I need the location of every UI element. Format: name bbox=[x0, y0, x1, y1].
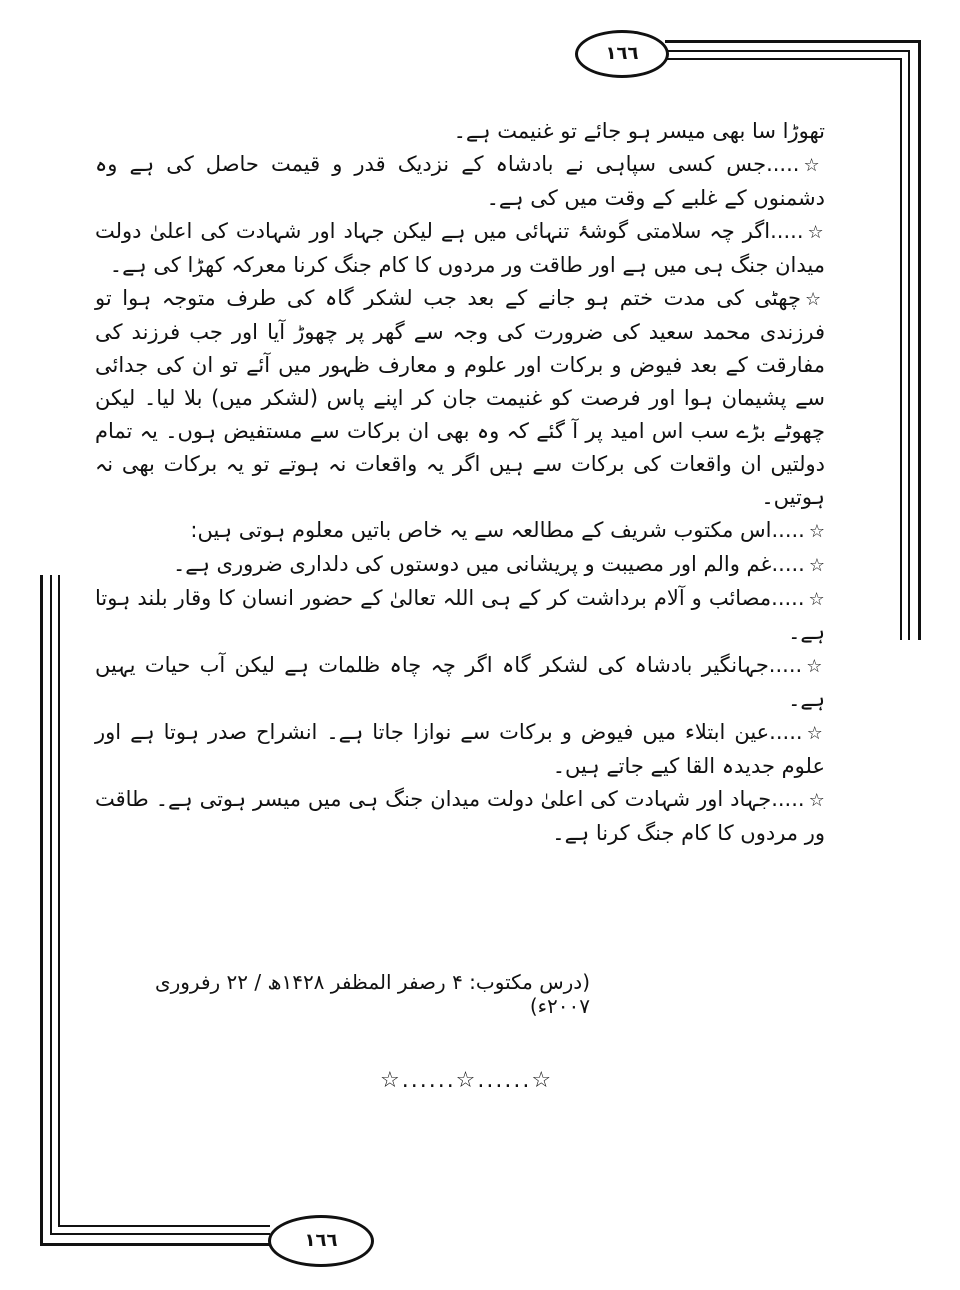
paragraph-text: چھٹی کی مدت ختم ہو جانے کے بعد جب لشکر گاہ کی طرف متوجہ ہوا تو فرزندی محمد سعید کی ضرورت کی وجہ سے گھر پر چھوڑ آیا اور جب فرزند کی مفارقت کے بعد فیوض و برکات اور علوم و معارف ظہور میں آئے تو ان کی جدائی سے پشیمان ہوا اور فرصت کو غنیمت جان کر اپنے پاس (لشکر میں) بلا لیا۔ لیکن چھوٹے بڑے سب اس امید پر آ گئے کہ وہ بھی ان برکات سے مستفیض ہوں۔ یہ تمام دولتیں ان واقعات کی برکات سے ہیں اگر یہ واقعات نہ ہوتے تو یہ برکات بھی نہ ہوتیں۔ bbox=[95, 286, 825, 509]
bottom-page-number: ١٦٦ bbox=[304, 1230, 338, 1251]
star-icon: ☆ bbox=[806, 723, 825, 744]
paragraph-text: .....اس مکتوب شریف کے مطالعہ سے یہ خاص باتیں معلوم ہوتی ہیں: bbox=[190, 518, 805, 542]
paragraph-text: .....مصائب و آلام برداشت کر کے ہی اللہ تعالیٰ کے حضور انسان کا وقار بلند ہوتا ہے۔ bbox=[95, 586, 825, 644]
body-text bbox=[95, 115, 825, 850]
paragraph bbox=[95, 115, 825, 148]
frame-right-line-3 bbox=[900, 58, 902, 640]
frame-left-line bbox=[40, 575, 43, 1245]
frame-top-line bbox=[665, 40, 920, 43]
paragraph-text: تھوڑا سا بھی میسر ہو جائے تو غنیمت ہے۔ bbox=[453, 119, 825, 143]
paragraph-text: .....جہاد اور شہادت کی اعلیٰ دولت میدان جنگ ہی میں میسر ہوتی ہے۔ طاقت ور مردوں کا کام جنگ کرنا ہے۔ bbox=[95, 787, 825, 845]
top-page-number-oval bbox=[575, 30, 669, 78]
paragraph bbox=[95, 548, 825, 582]
bottom-page-number-oval bbox=[268, 1215, 374, 1267]
star-icon: ☆ bbox=[806, 656, 825, 677]
star-icon: ☆ bbox=[808, 555, 825, 576]
frame-right-line-2 bbox=[908, 50, 910, 640]
star-icon: ☆ bbox=[803, 155, 825, 176]
star-icon: ☆ bbox=[808, 521, 825, 542]
star-icon: ☆ bbox=[807, 222, 826, 243]
frame-bottom-line bbox=[40, 1243, 270, 1246]
frame-left-line-2 bbox=[50, 575, 52, 1235]
frame-right-line bbox=[918, 40, 921, 640]
frame-top-line-3 bbox=[665, 58, 902, 60]
star-icon: ☆ bbox=[808, 790, 826, 811]
paragraph bbox=[95, 716, 825, 783]
paragraph bbox=[95, 649, 825, 716]
frame-bottom-line-3 bbox=[58, 1225, 270, 1227]
paragraph-text: .....جہانگیر بادشاہ کی لشکر گاہ اگر چہ چاہ ظلمات ہے لیکن آب حیات یہیں ہے۔ bbox=[95, 653, 825, 711]
star-icon: ☆ bbox=[804, 289, 825, 310]
paragraph bbox=[95, 282, 825, 514]
paragraph bbox=[95, 783, 825, 850]
paragraph bbox=[95, 582, 825, 649]
section-separator: ☆......☆......☆ bbox=[380, 1068, 554, 1093]
star-icon: ☆ bbox=[808, 589, 826, 610]
paragraph-text: .....عین ابتلاء میں فیوض و برکات سے نوازا جاتا ہے۔ انشراح صدر ہوتا ہے اور علوم جدیدہ القا کیے جاتے ہیں۔ bbox=[95, 720, 825, 778]
paragraph-text: .....جس کسی سپاہی نے بادشاہ کے نزدیک قدر و قیمت حاصل کی ہے وہ دشمنوں کے غلبے کے وقت میں کی ہے۔ bbox=[95, 152, 825, 210]
frame-left-line-3 bbox=[58, 575, 60, 1227]
paragraph bbox=[95, 148, 825, 215]
paragraph-text: .....اگر چہ سلامتی گوشۂ تنہائی میں ہے لیکن جہاد اور شہادت کی اعلیٰ دولت میدان جنگ ہی میں ہے اور طاقت ور مردوں کا کام جنگ کرنا معرکہ کھڑا کی ہے۔ bbox=[95, 219, 825, 277]
frame-bottom-line-2 bbox=[50, 1233, 270, 1235]
paragraph bbox=[95, 514, 825, 548]
frame-top-line-2 bbox=[665, 50, 910, 52]
paragraph-text: .....غم والم اور مصیبت و پریشانی میں دوستوں کی دلداری ضروری ہے۔ bbox=[172, 552, 805, 576]
top-page-number: ١٦٦ bbox=[605, 43, 639, 64]
reference-line: (درس مکتوب: ۴ رصفر المظفر ۱۴۲۸ھ / ۲۲ رفروری ۲۰۰۷ء) bbox=[154, 970, 590, 1018]
paragraph bbox=[95, 215, 825, 282]
